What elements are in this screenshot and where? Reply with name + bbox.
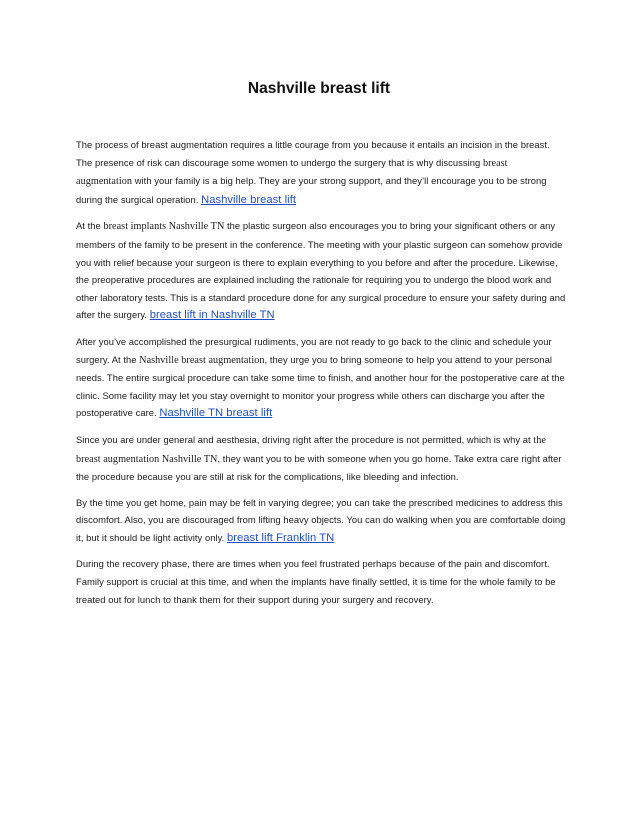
paragraph-1 xyxy=(76,136,566,209)
paragraph-1-text-b: with your family is a big help. They are your strong support, and they’ll encourage you to be strong during the surgical operation. xyxy=(76,175,547,205)
paragraph-3 xyxy=(76,333,566,423)
paragraph-2 xyxy=(76,217,566,325)
paragraph-4-text-a: Since you are under general and aesthesia, driving right after the procedure is not permitted, which is why at xyxy=(76,433,534,445)
paragraph-3-text-b: , they urge you to bring someone to help you attend to your personal needs. The entire surgical procedure can take some time to finish, and another hour for the postoperative care at the clinic. Some facility may let you stay overnight to monitor your progress while others can discharge you after the postoperative care. xyxy=(76,353,565,419)
paragraph-2-text-b: the plastic surgeon also encourages you to bring your significant others or any members of the family to be present in the conference. The meeting with your plastic surgeon can somehow provide you with relief because your surgeon is there to explain everything to you before and after the procedure. Likewise, the preoperative procedures are explained including the rationale for requiring you to undergo the blood work and other laboratory tests. This is a standard procedure done for any surgical procedure to ensure your safety during and after the surgery. xyxy=(76,220,566,321)
paragraph-1-serif-text: breast augmentation xyxy=(76,157,508,188)
link-breast-lift-in-nashville-tn[interactable]: breast lift in Nashville TN xyxy=(149,309,275,322)
paragraph-6-text: During the recovery phase, there are times when you feel frustrated perhaps because of the pain and discomfort. Family support is crucial at this time, and when the implants have finally settled, it is time for the whole family to be treated out for lunch to thank them for their support during your surgery and recovery. xyxy=(76,558,556,605)
paragraph-4-text-b: , they want you to be with someone when you go home. Take extra care right after the procedure because you are still at risk for the complications, like bleeding and infection. xyxy=(76,452,562,483)
paragraph-4 xyxy=(76,431,566,486)
paragraph-3-serif-text: Nashville breast augmentation xyxy=(139,354,265,366)
paragraph-5-text-a: By the time you get home, pain may be felt in varying degree; you can take the prescribed medicines to address this discomfort. Also, you are discouraged from lifting heavy objects. You can do walking when you are comfortable doing it, but it should be light activity only. xyxy=(76,496,566,543)
paragraph-6 xyxy=(76,555,566,608)
link-breast-lift-franklin-tn[interactable]: breast lift Franklin TN xyxy=(226,531,335,544)
paragraph-4-serif-text: the breast augmentation Nashville TN xyxy=(76,434,546,465)
link-nashville-breast-lift[interactable]: Nashville breast lift xyxy=(201,193,297,206)
link-nashville-tn-breast-lift[interactable]: Nashville TN breast lift xyxy=(159,407,273,420)
paragraph-1-text-a: The process of breast augmentation requires a little courage from you because it entails an incision in the breast. The presence of risk can discourage some women to undergo the surgery that is why discussing xyxy=(76,139,550,168)
paragraph-5 xyxy=(76,494,566,548)
paragraph-2-serif-text: breast implants Nashville TN xyxy=(103,221,225,233)
paragraph-3-text-a: After you’ve accomplished the presurgical rudiments, you are not ready to go back to the clinic and schedule your surgery. At the xyxy=(76,335,552,365)
paragraph-2-text-a: At the xyxy=(76,220,104,232)
document-title: Nashville breast lift xyxy=(247,80,391,97)
document-body xyxy=(76,136,566,616)
